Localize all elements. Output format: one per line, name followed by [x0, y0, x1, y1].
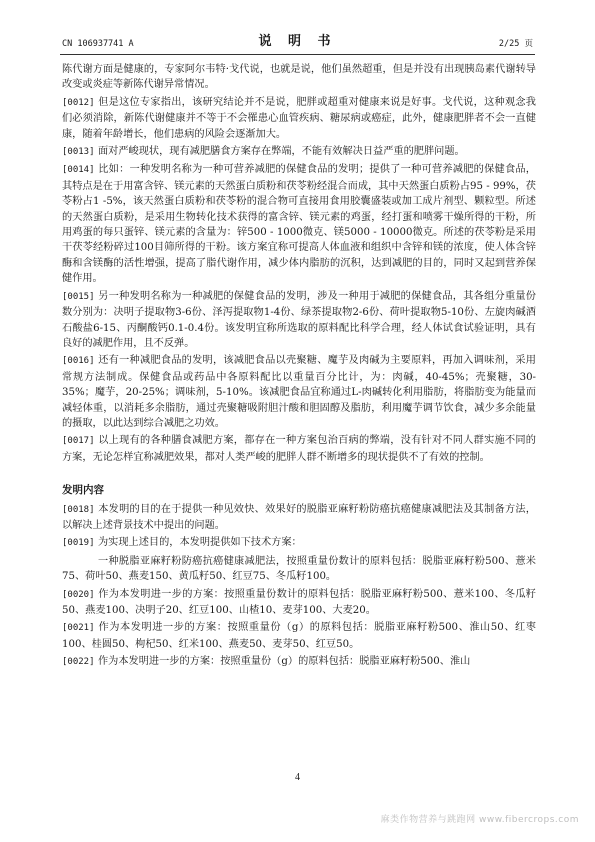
- paragraph: [62, 144, 536, 160]
- watermark: 麻类作物营养与跳跑网 www.fibercrops.com: [380, 815, 579, 825]
- paragraph-text: 一种脱脂亚麻籽粉防癌抗癌健康减肥法，按照重量份数计的原料包括：脱脂亚麻籽粉500、薏米75、荷叶50、燕麦150、黄瓜籽50、红豆75、冬瓜籽100。: [62, 555, 536, 583]
- paragraph: [62, 433, 536, 465]
- paragraph: [62, 95, 536, 142]
- paragraph-text: 但是这位专家指出，该研究结论并不是说，肥胖或超重对健康来说是好事。戈代说，这种观念我们必须消除，新陈代谢健康并不等于不会罹患心血管疾病、糖尿病或癌症，此外，健康肥胖者不会一直健康，随着年龄增长，他们患病的风险会逐渐加大。: [62, 96, 536, 140]
- paragraph-number: [0019]: [62, 538, 95, 549]
- paragraph: [62, 289, 536, 352]
- paragraph-number: [0013]: [62, 147, 95, 158]
- paragraph: [62, 535, 536, 551]
- document-body: [62, 62, 536, 673]
- paragraph: [62, 502, 536, 534]
- document-title: 说 明 书: [258, 34, 337, 49]
- patent-number: CN 106937741 A: [62, 39, 134, 49]
- paragraph-text: 面对严峻现状，现有减肥膳食方案存在弊端，不能有效解决日益严重的肥胖问题。: [98, 146, 465, 158]
- paragraph-text: 作为本发明进一步的方案：按照重量份数计的原料包括：脱脂亚麻籽粉500、薏米100、冬瓜籽50、燕麦100、决明子20、红豆100、山楂10、麦芽100、大麦20。: [62, 588, 536, 616]
- paragraph-text: 陈代谢方面是健康的，专家阿尔韦特·戈代说，也就是说，他们虽然超重，但是并没有出现胰岛素代谢转导改变或炎症等新陈代谢异常情况。: [62, 64, 536, 91]
- paragraph-number: [0022]: [62, 657, 95, 668]
- paragraph-text: 还有一种减肥食品的发明，该减肥食品以壳聚糖、魔芋及肉碱为主要原料，再加入调味剂，采用常规方法制成。保健食品或药品中各原料配比以重量百分比计，为：肉碱，40-45%；壳聚糖，30-35%；魔芋，20-25%；调味剂，5-10%。该减肥食品宜称通过L-肉碱转化利用脂肪，将脂肪变为能量而减轻体重，以消耗多余脂肪，通过壳聚糖吸附胆汁酸和胆固醇及脂肪，利用魔芋调节饮食，减少多余能量的摄取，以此达到综合减肥之功效。: [62, 355, 536, 429]
- paragraph: [62, 554, 536, 585]
- paragraph-text: 比如：一种发明名称为一种可营养减肥的保健食品的发明；提供了一种可营养减肥的保健食品，其特点是在于用富含锌、镁元素的天然蛋白质粉和茯苓粉经混合而成，其中天然蛋白质粉占95 - 99%，茯苓粉占1 -5%，该天然蛋白质粉和茯苓粉的混合物可直接用食用胶囊盛装或加工成片剂型、颗粒型。所述的天然蛋白质粉，是采用生物转化技术获得的富含锌、镁元素的鸡蛋，经打蛋和喷雾干燥所得的干粉，所用鸡蛋的每只蛋锌、镁元素的含量为：锌500 - 1000微克、镁5000 - 10000微克。所述的茯苓粉是采用干茯苓经粉碎过100目筛所得的干粉。该方案宜称可提高人体血液和组织中含锌和镁的浓度，使人体含锌酶和含镁酶的活性增强，提高了脂代谢作用，减少体内脂肪的沉积，达到减肥的目的，同时又起到营养保健作用。: [62, 164, 536, 285]
- paragraph-number: [0015]: [62, 291, 95, 302]
- paragraph-number: [0012]: [62, 97, 95, 108]
- paragraph: [62, 62, 536, 93]
- page-count: 2/25 页: [498, 39, 533, 49]
- paragraph: [62, 587, 536, 619]
- paragraph-text: 以上现有的各种膳食减肥方案，都存在一种方案包治百病的弊端，没有针对不同人群实施不同的方案，无论怎样宜称减肥效果，都对人类严峻的肥胖人群不断增多的现状提供不了有效的控制。: [62, 435, 536, 463]
- paragraph-number: [0017]: [62, 436, 95, 447]
- page-header: [60, 34, 535, 55]
- paragraph: [62, 620, 536, 652]
- paragraph-number: [0018]: [62, 504, 95, 515]
- paragraph: [62, 654, 536, 670]
- paragraph-number: [0014]: [62, 165, 95, 176]
- paragraph-text: 本发明的目的在于提供一种见效快、效果好的脱脂亚麻籽粉防癌抗癌健康减肥法及其制备方法，以解决上述背景技术中提出的问题。: [62, 503, 536, 531]
- paragraph-text: 为实现上述目的，本发明提供如下技术方案：: [98, 537, 302, 549]
- paragraphs-top: [62, 62, 536, 465]
- section-title: 发明内容: [62, 484, 104, 497]
- paragraph: [62, 162, 536, 286]
- paragraph-number: [0020]: [62, 589, 95, 600]
- page-number: 4: [295, 772, 300, 783]
- paragraph: [62, 353, 536, 431]
- paragraph-number: [0021]: [62, 623, 95, 634]
- paragraph-text: 另一种发明名称为一种减肥的保健食品的发明，涉及一种用于减肥的保健食品，其各组分重量份数分别为：决明子提取物3-6份、泽泻提取物1-4份、绿茶提取物2-6份、荷叶提取物5-10份、左旋肉碱酒石酸盐6-15、丙酮酸钙0.1-0.4份。该发明宜称所选取的原料配比科学合理，经人体试食试验证明，具有良好的减肥作用，且不反弹。: [62, 290, 536, 349]
- paragraph-text: 作为本发明进一步的方案：按照重量份（g）的原料包括：脱脂亚麻籽粉500、淮山50、红枣100、桂圆50、枸杞50、红米100、燕麦50、麦芽50、红豆50。: [62, 622, 536, 650]
- paragraph-text: 作为本发明进一步的方案：按照重量份（g）的原料包括：脱脂亚麻籽粉500、淮山: [98, 656, 471, 668]
- paragraph-number: [0016]: [62, 356, 95, 367]
- paragraphs-bottom: [62, 502, 536, 671]
